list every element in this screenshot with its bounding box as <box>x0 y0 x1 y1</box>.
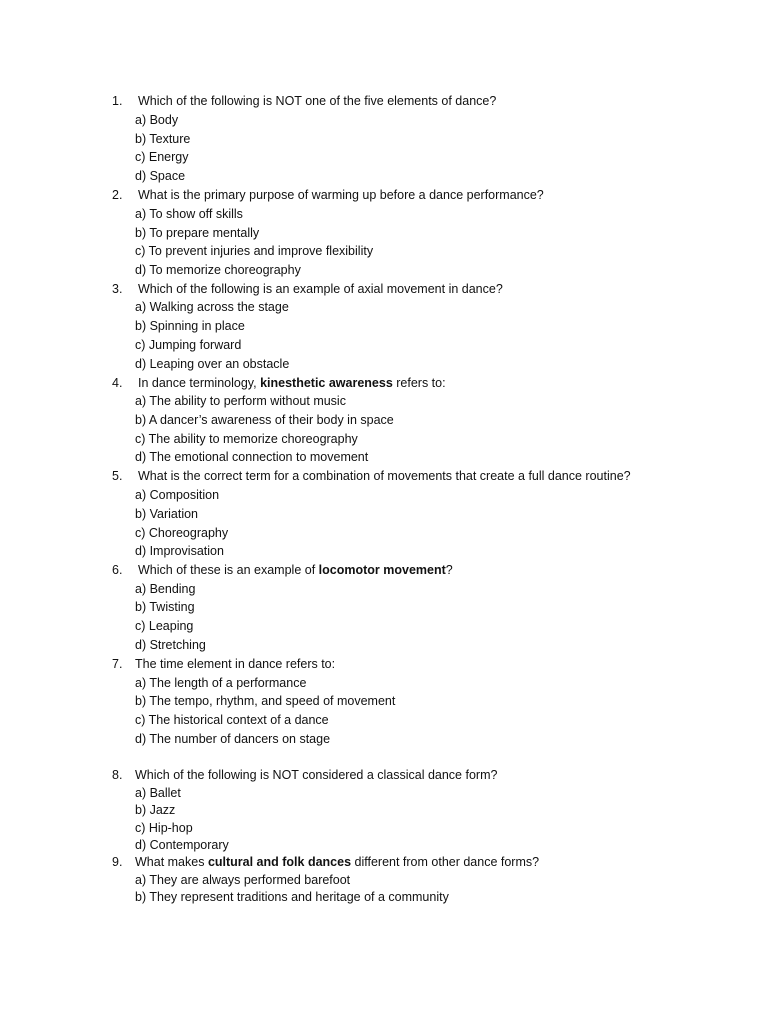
question-number: 3. <box>112 282 123 296</box>
question-4 <box>112 376 446 391</box>
question-text: Which of the following is NOT one of the five elements of dance? <box>138 94 497 108</box>
option: b) Spinning in place <box>135 319 245 333</box>
option: b) A dancer’s awareness of their body in space <box>135 413 394 427</box>
option: a) Ballet <box>135 786 181 800</box>
option: c) The historical context of a dance <box>135 713 329 727</box>
option: a) Composition <box>135 488 220 502</box>
question-text <box>138 376 446 390</box>
option: d) The number of dancers on stage <box>135 732 331 746</box>
option: d) Space <box>135 169 186 183</box>
option: c) To prevent injuries and improve flexibility <box>135 244 374 258</box>
question-3 <box>112 282 503 297</box>
question-text-part: What makes <box>135 855 208 869</box>
option: d) To memorize choreography <box>135 263 301 277</box>
question-text-part: ? <box>445 563 453 577</box>
question-text-part: In dance terminology, <box>138 376 261 390</box>
question-text: The time element in dance refers to: <box>135 657 336 671</box>
option: b) Variation <box>135 507 198 521</box>
option: c) Hip-hop <box>135 821 193 835</box>
question-text: What is the primary purpose of warming up before a dance performance? <box>138 188 544 202</box>
question-text-bold: kinesthetic awareness <box>260 376 393 390</box>
question-5 <box>112 469 631 484</box>
option: a) They are always performed barefoot <box>135 873 351 887</box>
option: b) Twisting <box>135 600 195 614</box>
question-text-part: different from other dance forms? <box>351 855 540 869</box>
option: c) Choreography <box>135 526 229 540</box>
question-text-part: Which of these is an example of <box>138 563 319 577</box>
option: d) Stretching <box>135 638 206 652</box>
option: a) Body <box>135 113 179 127</box>
question-number: 2. <box>112 188 123 202</box>
option: a) To show off skills <box>135 207 243 221</box>
question-text-bold: locomotor movement <box>318 563 446 577</box>
option: a) The length of a performance <box>135 676 307 690</box>
question-1 <box>112 94 496 109</box>
question-number: 7. <box>112 657 123 671</box>
option: b) Jazz <box>135 803 176 817</box>
option: d) Improvisation <box>135 544 224 558</box>
question-number: 5. <box>112 469 123 483</box>
question-text <box>135 855 539 869</box>
question-number: 9. <box>112 855 123 869</box>
question-text: Which of the following is an example of axial movement in dance? <box>138 282 503 296</box>
question-number: 8. <box>112 768 123 782</box>
question-text-part: refers to: <box>392 376 446 390</box>
option: d) Contemporary <box>135 838 229 852</box>
option: c) Energy <box>135 150 189 164</box>
option: b) Texture <box>135 132 191 146</box>
option: c) The ability to memorize choreography <box>135 432 358 446</box>
question-text <box>138 563 453 577</box>
question-number: 1. <box>112 94 123 108</box>
option: a) Walking across the stage <box>135 300 289 314</box>
question-9 <box>112 855 539 870</box>
option: a) Bending <box>135 582 196 596</box>
option: b) The tempo, rhythm, and speed of movement <box>135 694 396 708</box>
option: a) The ability to perform without music <box>135 394 346 408</box>
question-6 <box>112 563 453 578</box>
question-text-bold: cultural and folk dances <box>207 855 352 869</box>
option: d) The emotional connection to movement <box>135 450 369 464</box>
question-text: Which of the following is NOT considered a classical dance form? <box>135 768 498 782</box>
question-7 <box>112 657 335 672</box>
question-number: 6. <box>112 563 123 577</box>
question-text: What is the correct term for a combination of movements that create a full dance routine? <box>138 469 631 483</box>
option: c) Jumping forward <box>135 338 242 352</box>
question-8 <box>112 768 497 783</box>
question-2 <box>112 188 544 203</box>
option: b) To prepare mentally <box>135 226 260 240</box>
question-number: 4. <box>112 376 123 390</box>
option: d) Leaping over an obstacle <box>135 357 290 371</box>
option: b) They represent traditions and heritage of a community <box>135 890 449 904</box>
option: c) Leaping <box>135 619 194 633</box>
